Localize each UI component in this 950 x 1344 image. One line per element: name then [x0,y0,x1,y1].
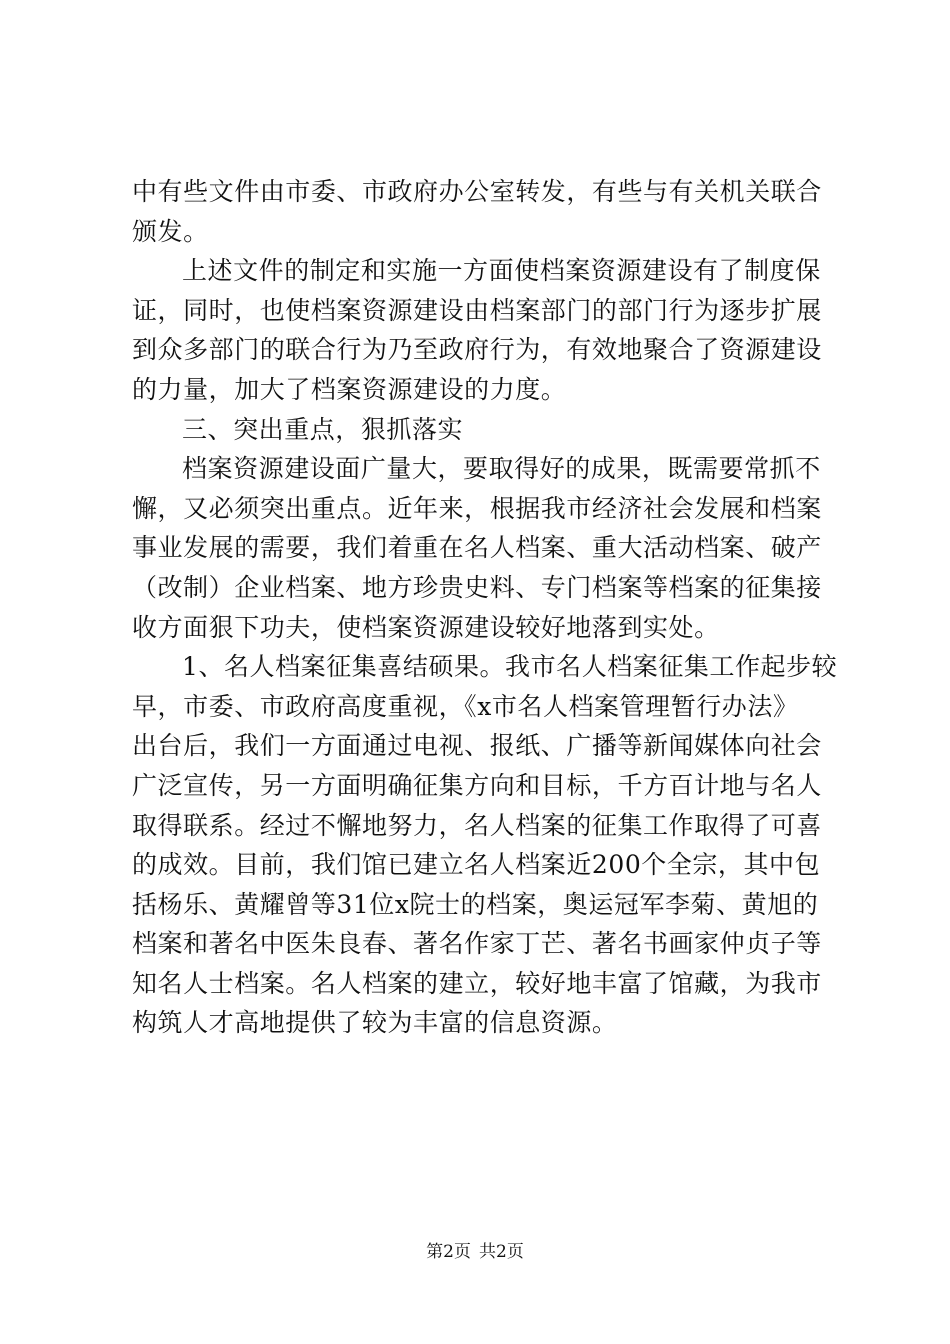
paragraph-line: 懈，又必须突出重点。近年来，根据我市经济社会发展和档案 [132,493,822,523]
paragraph-line: 构筑人才高地提供了较为丰富的信息资源。 [132,1008,618,1038]
paragraph-line: （改制）企业档案、地方珍贵史料、专门档案等档案的征集接 [132,572,822,602]
document-body [132,172,838,1043]
paragraph-line: 收方面狠下功夫，使档案资源建设较好地落到实处。 [132,612,720,642]
paragraph-line: 三、突出重点，狠抓落实 [182,414,464,444]
paragraph-line: 上述文件的制定和实施一方面使档案资源建设有了制度保 [182,256,821,286]
paragraph-line: 取得联系。经过不懈地努力，名人档案的征集工作取得了可喜 [132,810,822,840]
paragraph-line: 颁发。 [132,216,209,246]
page-total: 共2页 [479,1242,524,1262]
paragraph-line: 档案和著名中医朱良春、著名作家丁芒、著名书画家仲贞子等 [132,929,822,959]
page-footer [0,1238,950,1266]
paragraph-line: 早，市委、市政府高度重视，《x市名人档案管理暂行办法》 [132,691,799,721]
paragraph-line: 到众多部门的联合行为乃至政府行为，有效地聚合了资源建设 [132,335,822,365]
paragraph-line: 1、名人档案征集喜结硕果。我市名人档案征集工作起步较 [182,652,838,682]
page-number: 第2页 [426,1242,471,1262]
paragraph-line: 括杨乐、黄耀曾等31位x院士的档案，奥运冠军李菊、黄旭的 [132,889,819,919]
paragraph-line: 出台后，我们一方面通过电视、报纸、广播等新闻媒体向社会 [132,731,822,761]
paragraph-line: 证，同时，也使档案资源建设由档案部门的部门行为逐步扩展 [132,295,822,325]
paragraph-line: 中有些文件由市委、市政府办公室转发，有些与有关机关联合 [132,177,822,206]
paragraph-line: 知名人士档案。名人档案的建立，较好地丰富了馆藏，为我市 [132,968,822,998]
paragraph-line: 事业发展的需要，我们着重在名人档案、重大活动档案、破产 [132,533,822,563]
paragraph-line: 档案资源建设面广量大，要取得好的成果，既需要常抓不 [182,454,821,484]
paragraph-line: 的成效。目前，我们馆已建立名人档案近200个全宗，其中包 [132,850,821,880]
paragraph-line: 的力量，加大了档案资源建设的力度。 [132,374,567,404]
paragraph-line: 广泛宣传，另一方面明确征集方向和目标，千方百计地与名人 [132,770,822,800]
